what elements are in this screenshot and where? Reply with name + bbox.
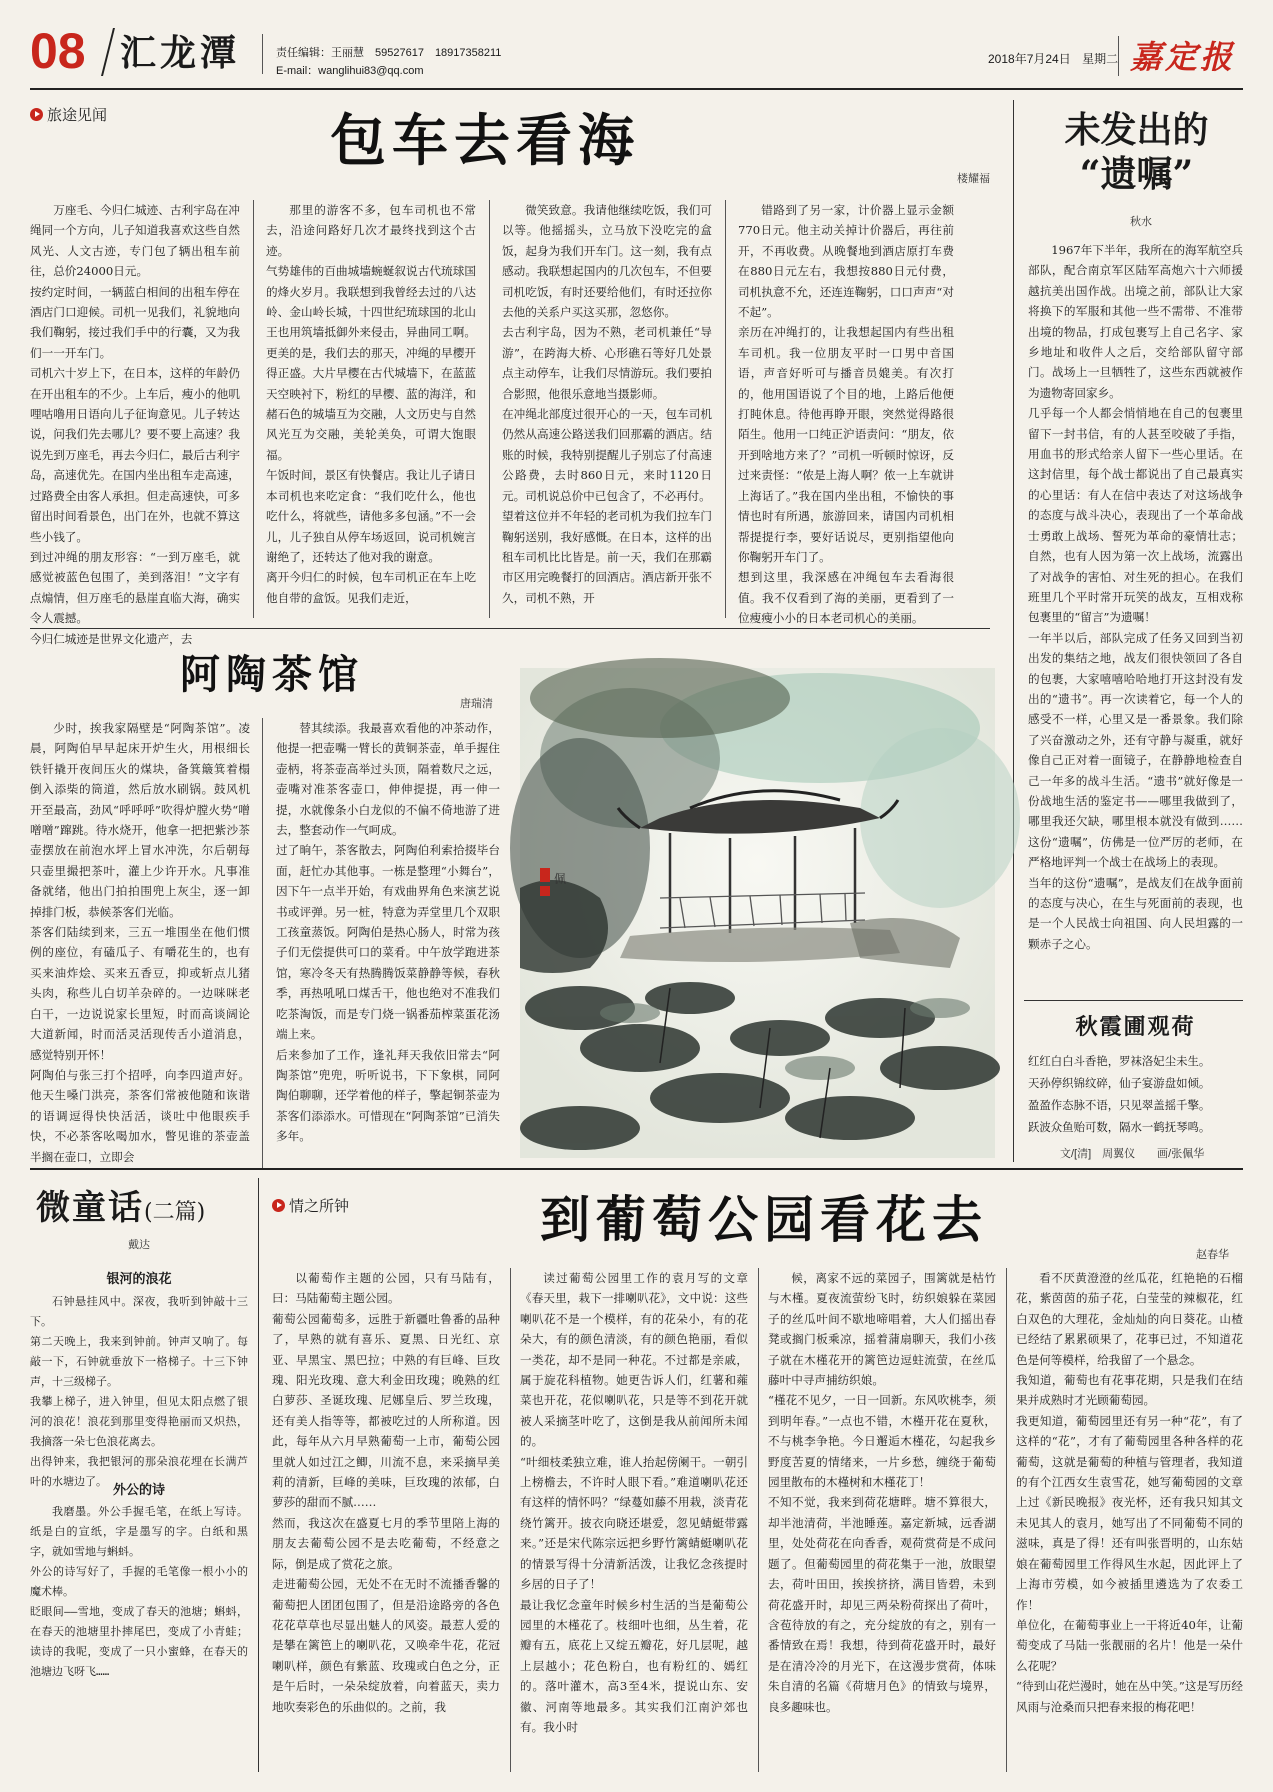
article-title-will <box>1030 108 1243 196</box>
article5-col3 <box>768 1268 996 1772</box>
article1-col4-text: 错路到了另一家，计价器上显示金额770日元。他主动关掉计价器后，再往前开，不再收费。从晚餐地到酒店原打车费在880日元左右，我想按880日元付费，司机执意不允，还连连鞠躬，口口声声“对不起”。 亲历在冲绳打的，让我想起国内有些出租车司机。我一位朋友平时一口男中音国语，声音好听可与播音员媲美。有次打的，他用国语说了个目的地，上路后他便打盹休息。待他再睁开眼，突然觉得路很陌生。他用一口纯正沪语责问：“朋友，依开到啥地方来了？”司机一听顿时惊讶，反过来责怪：“侬是上海人啊？侬一上车就讲上海话了。”我在国内坐出租，不愉快的事情也时有所遇，旅游回来，请国内司机相帮提提行李，要好话说尽，更别指望他向你鞠躬开车门了。 想到这里，我深感在冲绳包车去看海很值。我不仅看到了海的美丽，更看到了一位瘦瘦小小的日本老司机心的美丽。 <box>738 203 954 626</box>
section-rule <box>30 628 990 629</box>
poem-body <box>1028 1050 1248 1138</box>
date-block <box>988 50 1118 67</box>
article3-col2 <box>276 718 500 1168</box>
article-title-will-line2: “遗嘱” <box>1079 153 1194 195</box>
article-author: 秋水 <box>1130 216 1152 228</box>
article-author: 赵春华 <box>1196 1249 1229 1261</box>
article3-col1 <box>30 718 250 1168</box>
article3-col2-text: 替其续添。我最喜欢看他的冲茶动作，他提一把壶嘴一臂长的黄铜茶壶，单手握住壶柄，将茶壶高举过头顶，隔着数尺之远，壶嘴对准茶客壶口，伸伸提提，再一伸一提，水就像条小白龙似的不偏不倚地游了进去，整套动作一气呵成。 过了晌午，茶客散去，阿陶伯利索拾掇毕台面，赶忙办其他事。一栋是整理“小舞台”，因下午一点半开始，有戏曲界角色来演艺说书或评弹。另一桩，特意为弄堂里几个双职工孩童蒸饭。阿陶伯是热心肠人，时常为孩子们无偿提供可口的菜肴。中午放学跑进茶馆，寒冷冬天有热腾腾饭菜静静等候，春秋季，再热吼吼口煤舌干，他也绝对不准我们吃茶淘饭，而是专门烧一锅番茄榨菜蛋花汤端上来。 后来参加了工作，逢礼拜天我依旧常去“阿陶茶馆”兜兜，听听说书，下下象棋，同阿陶伯聊聊，还学着他的样子，擎起铜茶壶为茶客们添添水。可惜现在“阿陶茶馆”已消失多年。 <box>276 721 500 1144</box>
date-divider <box>1118 36 1119 76</box>
article4-text1 <box>30 1292 248 1488</box>
svg-text:佩: 佩 <box>554 872 567 886</box>
article-author: 唐瑞清 <box>460 698 493 710</box>
bottom-section-rule <box>30 1168 1243 1170</box>
article5-col2-text: 读过葡萄公园里工作的袁月写的文章《春天里，栽下一排喇叭花》，文中说：这些喇叭花不是一个模样，有的花朵小，有的花朵大，有的颜色清淡，有的颜色艳丽，看似一类花，却不是同一种花。不过都是亲戚，属于旋花科植物。她更告诉人们，红薯和蕹菜也开花，花似喇叭花，只是等不到花开就被人采摘茎叶吃了，这倒是我从前闻所未闻的。 “叶细枝柔独立难，谁人抬起傍阑干。一朝引上榜檐去，不许时人眼下看。”难道喇叭花还有这样的情怀吗？“绿蔓如藤不用栽，淡青花绕竹篱开。披衣向晓还堪爱，忽见蜻蜓带露来。”还是宋代陈宗远把乡野竹篱蜻蜓喇叭花的情景写得十分清新活泼，让我忆念孩提时乡居的日子了！ 最让我忆念童年时候乡村生活的当是葡萄公园里的木槿花了。枝细叶也细，丛生着，花瓣有五，底花上又绽五瓣花，好几层呢，越上层越小；花色粉白，也有粉红的、嫣红的。落叶灌木，高3至4米，提说山东、安徽、河南等地最多。其实我们江南沪郊也有。我小时 <box>520 1271 748 1734</box>
article-author: 楼耀福 <box>957 173 990 185</box>
article1-col2 <box>266 200 476 618</box>
section-tag-affection <box>272 1195 349 1216</box>
article-title-teahouse: 阿陶茶馆 <box>180 651 364 698</box>
col-divider <box>262 718 263 1168</box>
ink-painting <box>520 668 995 1158</box>
header-divider <box>262 34 263 74</box>
article-title-grape-park: 到葡萄公园看花去 <box>540 1190 988 1249</box>
article4-text2-body: 我磨墨。外公手握毛笔，在纸上写诗。纸是白的宣纸，字是墨写的字。白纸和黑字，就如雪地与蝌蚪。 外公的诗写好了，手握的毛笔像一根小小的魔术棒。 眨眼间——雪地，变成了春天的池塘；蝌蚪，在春天的池塘里扑摔尾巴，变成了小青蛙；读诗的我呢，变成了一只小蜜蜂，在春天的池塘边飞呀飞…… <box>30 1505 248 1678</box>
issue-weekday: 星期二 <box>1082 52 1119 66</box>
col-divider <box>258 1178 259 1772</box>
poem-credit: 文/[清] 周翼仪 画/张佩华 <box>1060 1148 1205 1160</box>
email-line: E-mail：wanglihui83@qq.com <box>276 65 424 77</box>
col-divider <box>758 1268 759 1772</box>
article5-col3-text: 候，离家不远的菜园子，围篱就是枯竹与木槿。夏夜流萤纷飞时，纺织娘躲在菜园子的丝瓜叶间不歇地啼唱着，大人们摇出春凳或搁门板乘凉，摇着蒲扇聊天，我们小孩子就在木槿花开的篱笆边逗蛀流萤，在丝瓜藤叶中寻声捕纺织娘。 “槿花不见夕，一日一回新。东风吹桃李，须到明年春。”一点也不错，木槿开花在夏秋，不与桃李争艳。今日邂逅木槿花，勾起我乡野度苦夏的情绪来，一片乡愁，缠绕于葡萄园里散布的木槿树和木槿花丁！ 不知不觉，我来到荷花塘畔。塘不算很大，却半池清荷，半池睡莲。嘉定新城，远香湖里，处处荷花在向香香，观荷赏荷是不成问题了。但葡萄园里的荷花集于一池，放眼望去，荷叶田田，挨挨挤挤，满目皆碧，未到荷花盛开时，却见三两朵粉荷探出了荷叶，含苞待放的有之，充分绽放的有之，别有一番情致在焉！我想，待到荷花盛开时，最好是在清冷冷的月光下，在这漫步赏荷，体味朱自清的名篇《荷塘月色》的情致与境界，良多趣味也。 <box>768 1271 996 1714</box>
article2-text: 1967年下半年，我所在的海军航空兵部队，配合南京军区陆军高炮六十六师援越抗美出国作战。出境之前，部队让大家将换下的军服和其他一些不需带、不准带出境的物品，打成包裹写上自己名字、家乡地址和收件人之后，交给部队留守部门。战场上一旦牺牲了，这些东西就被作为遗物寄回家乡。 几乎每一个人都会悄悄地在自己的包裹里留下一封书信，有的人甚至咬破了手指，用血书的形式给亲人留下一些心里话。在这封信里，每个战士都说出了自己最真实的心里话：有人在信中表达了对这场战争的态度与战斗决心，表现出了一个革命战士勇敢上战场、誓死为革命的豪情壮志；自然，也有人因为第一次上战场，流露出了对战争的害怕、对生死的担心。在我们班里几个平时常开玩笑的战友，互相戏称包裹里的“留言”为遗嘱！ 一年半以后，部队完成了任务又回到当初出发的集结之地，战友们很快领回了各自的包裹，大家嘻嘻哈哈地打开这封没有发出的“遗书”。再一次读着它，每一个人的感受不一样，心里又是一番景象。我们除了兴奋激动之外，还有守静与凝重，就好像自己正对着一面镜子，在静静地检查自己一年多的战斗生活。“遗书”就好像是一份战地生活的鉴定书——哪里我做到了，哪里我还欠缺，哪里根本就没有做到……这份“遗嘱”，仿佛是一位严厉的老师，在严格地评判一个战士在战场上的表现。 当年的这份“遗嘱”，是战友们在战争面前的态度与决心，在生与死面前的表现，也是一个人民战士向祖国、向人民坦露的一颗赤子之心。 <box>1028 243 1244 951</box>
article-title-charter-car: 包车去看海 <box>330 108 640 174</box>
article5-col4 <box>1016 1268 1243 1772</box>
poem-line: 盈盈作态脉不语，只见翠盖摇千擎。 <box>1028 1098 1211 1112</box>
subtitle-grandpa-poem: 外公的诗 <box>112 1482 165 1497</box>
editor-line: 责任编辑：王丽慧 59527617 18917358211 <box>276 47 502 59</box>
header-rule <box>30 88 1243 90</box>
article5-col1 <box>272 1268 500 1772</box>
article1-col1-text: 万座毛、今归仁城迹、古利宇岛在冲绳同一个方向，儿子知道我喜欢这些自然风光、人文古迹，专门包了辆出租车前往，总价24000日元。 按约定时间，一辆蓝白相间的出租车停在酒店门口迎候。司机一见我们，礼貌地向我们鞠躬，接过我们手中的行囊，又为我们一一开车门。 司机六十岁上下，在日本，这样的年龄仍在开出租车的不少。上车后，瘦小的他叽哩咕噜用日语向儿子征询意见。儿子转达说，问我们先去哪儿？要不要上高速？我说先到万座毛，再去今归仁，最后古利宇岛，高速优先。在国内坐出租车走高速，过路费全由客人承担。但走高速快，可多留出时间看景色，出门在外，也就不算这些小钱了。 到过冲绳的朋友形容：“一到万座毛，就感觉被蓝色包围了，美到落泪！”文字有点煽情，但万座毛的悬崖直临大海，确实令人震撼。 今归仁城迹是世界文化遗产，去 <box>30 203 240 646</box>
article1-col1 <box>30 200 240 646</box>
article1-col3 <box>502 200 712 618</box>
issue-date: 2018年7月24日 <box>988 52 1071 66</box>
col-divider <box>253 200 254 618</box>
title-sub: (二篇) <box>144 1200 206 1225</box>
play-icon <box>30 108 43 121</box>
poem-line: 跃波众鱼贻可数，隔水一鹤抚琴鸣。 <box>1028 1120 1211 1134</box>
article2-body <box>1028 240 1243 980</box>
poem-line: 天孙停织锦纹碎，仙子宴游盘如倾。 <box>1028 1076 1211 1090</box>
section-name: 汇龙潭 <box>120 32 241 74</box>
play-icon <box>272 1199 285 1212</box>
article-title-fairy-tales <box>36 1180 205 1229</box>
article4-text2 <box>30 1502 248 1772</box>
header-slash <box>101 28 115 76</box>
article3-col1-text: 少时，挨我家隔壁是“阿陶茶馆”。凌晨，阿陶伯早早起床开炉生火，用根细长铁钎撬开夜间压火的煤块，备箕簸箕着榻倒入添柴的筒道，然后放水刷锅。鼓风机开至最高，劲风“呼呼呼”吹得炉膛火势“噌噌噌”蹿跳。待水烧开，他拿一把把紫沙茶壶摆放在前泡水坪上冒水冲洗，尔后朝每只壶里撮把茶叶，灌上少许开水。凡事准备就绪，他出门拍拍围兜上灰尘，逐一卸掉排门板，恭候茶客们光临。 茶客们陆续到来，三五一堆围坐在他们惯例的座位，有磕瓜子、有嚼花生的，也有买来油炸烩、买来五香豆，抑或斩点儿猪头肉，称些儿白切羊杂碎的。一边咪咪老白干，一边说说家长里短，时而高谈阔论大道新闻，时而活灵活现传舌小道消息，感觉特别开怀！ 阿陶伯与张三打个招呼，向李四道声好。他天生嗓门洪亮，茶客们常被他随和诙谐的语调逗得快快活活，谈吐中他眼疾手快，不必茶客吆喝加水，瞥见谁的茶壶盖半搁在壶口，立即会 <box>30 721 250 1164</box>
subtitle-milky-way: 银河的浪花 <box>106 1271 172 1286</box>
article5-col1-text: 以葡萄作主题的公园，只有马陆有，曰：马陆葡萄主题公园。 葡萄公园葡萄多，远胜于新疆吐鲁番的品种了，早熟的就有喜乐、夏黑、日光红、京亚、早黑宝、黑巴拉；中熟的有巨峰、巨玫瑰、阳光玫瑰、意大利金田玫瑰；晚熟的红白萝莎、圣诞玫瑰、尼娜皇后、罗兰玫瑰，还有美人指等等，都被吃过的人所称道。因此，每年从六月早熟葡萄一上市，葡萄公园里就人如过江之鲫，川流不息，来采摘早美莉的清新，巨峰的美味，巨玫瑰的浓郁，白萝莎的甜而不腻…… 然而，我这次在盛夏七月的季节里陪上海的朋友去葡萄公园不是去吃葡萄，不经意之际，倒是成了赏花之旅。 走进葡萄公园，无处不在无时不流播香馨的葡萄把人团团包围了，但是沿途路旁的各色花花草草也尽显出魅人的风姿。最惹人爱的是攀在篱笆上的喇叭花，又唤牵牛花，花冠喇叭样，颜色有紫蓝、玫瑰或白色之分，正是午后时，一朵朵绽放着，向着蓝天，卖力地吹奏彩色的乐曲似的。之前，我 <box>272 1271 500 1714</box>
article4-text1-body: 石钟悬挂风中。深夜，我听到钟敲十三下。 第二天晚上，我来到钟前。钟声又响了。每敲一下，石钟就垂放下一格梯子。十三下钟声，十三级梯子。 我攀上梯子，进入钟里，但见太阳点燃了银河的浪花！浪花到那里变得艳丽而又炽热，我摘落一朵七色浪花离去。 出得钟来，我把银河的那朵浪花埋在长满芦叶的水塘边了。 <box>30 1295 248 1488</box>
col-divider <box>1006 1268 1007 1772</box>
title-main: 微童话 <box>36 1188 144 1228</box>
section-tag-label: 情之所钟 <box>289 1198 350 1215</box>
article1-col2-text: 那里的游客不多，包车司机也不常去，沿途问路好几次才最终找到这个古迹。 气势雄伟的百曲城墙蜿蜒叙说古代琉球国的烽火岁月。我联想到我曾经去过的八达岭、金山岭长城，十四世纪琉球国的北山王也用筑墙抵御外来侵击，异曲同工啊。更美的是，我们去的那天，冲绳的早樱开得正盛。大片早樱在古代城墙下，在蓝蓝天空映衬下，粉红的早樱、蓝的海洋，和赭石色的城墙互为交融，人文历史与自然风光互为交融，美轮美奂，可谓大饱眼福。 午饭时间，景区有快餐店。我让儿子请日本司机也来吃定食：“我们吃什么，他也吃什么，将就些，请他多多包涵。”不一会儿，儿子独自从停车场返回，说司机婉言谢绝了，还转达了他对我的谢意。 离开今归仁的时候，包车司机正在车上吃他自带的盒饭。见我们走近， <box>266 203 476 605</box>
masthead-logo: 嘉定报 <box>1130 38 1236 76</box>
col-divider <box>725 200 726 618</box>
article1-col4 <box>738 200 954 626</box>
article5-col4-text: 看不厌黄澄澄的丝瓜花，红艳艳的石榴花，紫茵茵的茄子花，白莹莹的辣椒花，红白双色的大理花，金灿灿的向日葵花。山楂已经结了累累硕果了，花事已过，不知道花色是何等模样，给我留了一个悬念。 我知道，葡萄也有花事花期，只是我们在结果并成熟时才光顾葡萄园。 我更知道，葡萄园里还有另一种“花”，有了这样的“花”，才有了葡萄园里各种各样的花葡萄，这就是葡萄的种植与管理者，我知道的有个江西女生袁雪花，她写葡萄园的文章上过《新民晚报》夜光杯，还有我只知其文未见其人的袁月，她写出了不同葡萄不同的滋味，真是了得！还有叫张晋明的，山东姑娘在葡萄园里工作得风生水起，因此评上了上海市劳模，如今被插里遴选为了农委工作！ 单位化，在葡萄事业上一干将近40年，让葡萄变成了马陆一张靓丽的名片！他是一朵什么花呢？ “待到山花烂漫时，她在丛中笑。”这是写历经风雨与沧桑而只把春来报的梅花吧！ <box>1016 1271 1243 1714</box>
poem-title: 秋霞圃观荷 <box>1075 1014 1196 1040</box>
article-title-will-line1: 未发出的 <box>1064 109 1209 151</box>
page-header <box>0 0 1273 90</box>
poem-top-rule <box>1024 1000 1243 1001</box>
col-divider <box>510 1268 511 1772</box>
article5-col2 <box>520 1268 748 1772</box>
section-tag-travel <box>30 104 107 125</box>
section-tag-label: 旅途见闻 <box>47 107 108 124</box>
col-divider <box>489 200 490 618</box>
right-column-divider <box>1013 100 1014 1162</box>
poem-line: 红红白白斗香艳，罗袜洛妃尘未生。 <box>1028 1054 1211 1068</box>
article1-col3-text: 微笑致意。我请他继续吃饭，我们可以等。他摇摇头，立马放下没吃完的盒饭，起身为我们开车门。这一刻，我有点感动。我联想起国内的几次包车，不但要司机吃饭，有时还要给他们，有时还拉你去他的关系户买这买那，忽悠你。 去古利宇岛，因为不熟，老司机兼任“导游”，在跨海大桥、心形礁石等好几处景点主动停车，让我们尽情游玩。我们要拍合影照，他很乐意地当摄影师。 在冲绳北部度过很开心的一天，包车司机仍然从高速公路送我们回那霸的酒店。结账的时候，我特别提醒儿子别忘了付高速公路费，去时860日元，来时1120日元。司机说总价中已包含了，不必再付。 望着这位并不年轻的老司机为我们拉车门鞠躬送别，我好感慨。在日本，这样的出租车司机比比皆是。前一天，我们在那霸市区用完晚餐打的回酒店。酒店新开张不久，司机不熟，开 <box>502 203 712 605</box>
page-number: 08 <box>30 23 86 79</box>
article-author: 戴达 <box>128 1239 150 1251</box>
pavilion-lotus-painting <box>520 668 995 1158</box>
